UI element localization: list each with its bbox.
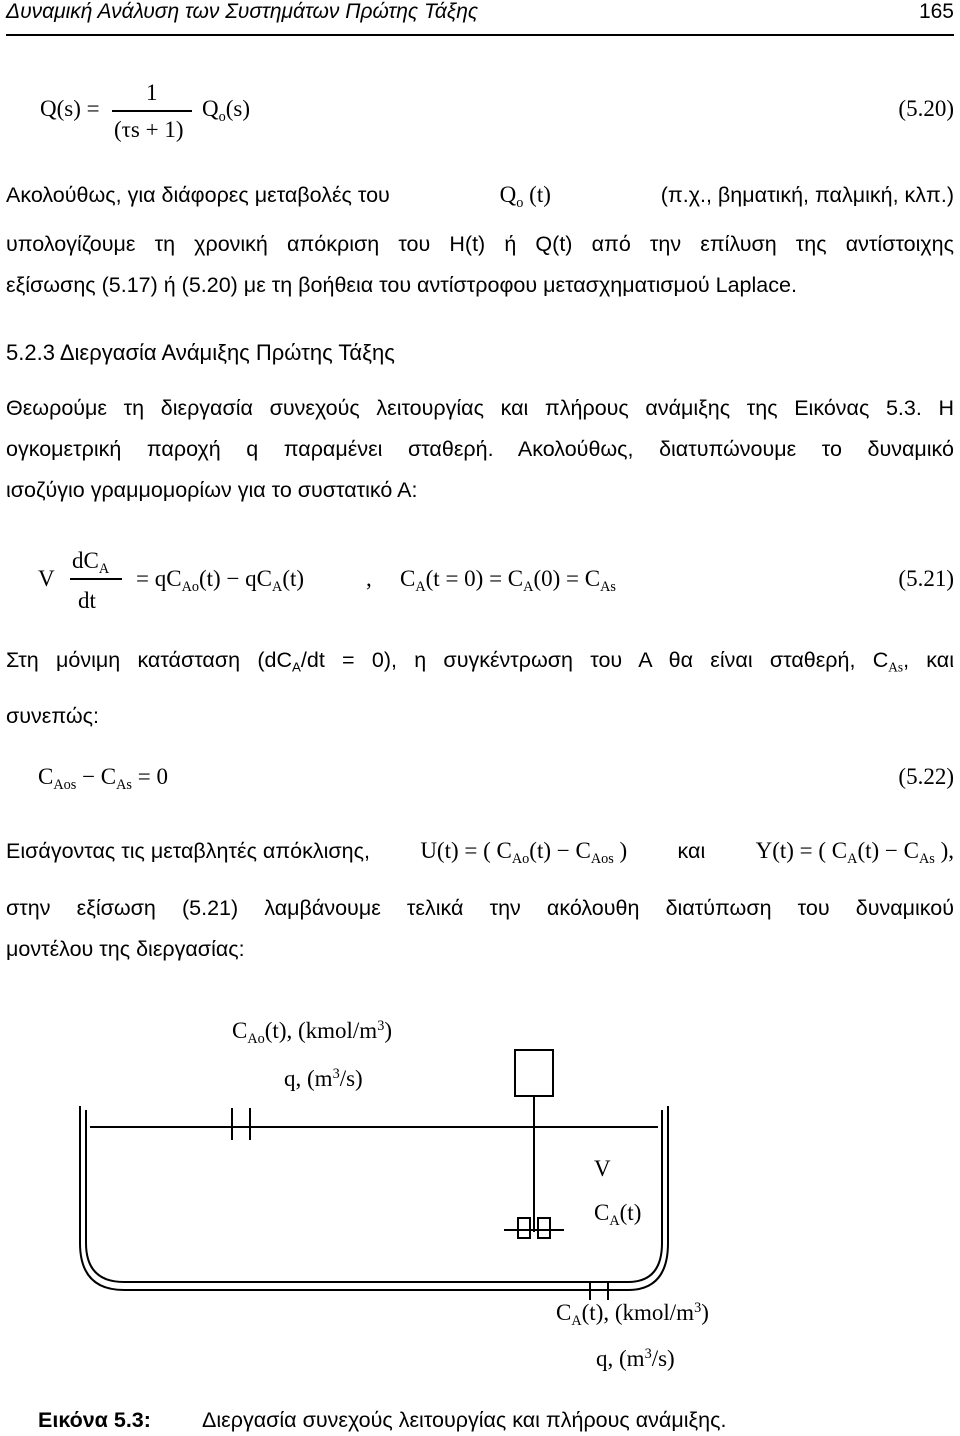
mixer-impeller: [504, 1218, 564, 1238]
figure-caption-label: Εικόνα 5.3:: [38, 1408, 151, 1432]
page-number: 165: [918, 0, 954, 23]
figure-caption-text: Διεργασία συνεχούς λειτουργίας και πλήρους ανάμιξης.: [202, 1408, 727, 1432]
running-header-title: Δυναμική Ανάλυση των Συστημάτων Πρώτης Τάξης: [6, 0, 479, 23]
paragraph-1: Ακολούθως, για διάφορες μεταβολές του $Q_o$ (t) (π.χ., βηματική, παλμική, κλπ.) υπολογίζουμε τη χρονική απόκριση του H(t) ή Q(t) από την επίλυση της αντίστοιχης εξίσωσης (5.17) ή (5.20) με τη βοήθεια του αντίστροφου μετασχηματισμού Laplace.: [6, 182, 954, 297]
paragraph-4: Εισάγοντας τις μεταβλητές απόκλισης, U(t) = ( $C_{Ao}(t) - C_{Aos}$ ) και Y(t) = ( $C_A(t) - C_{As}$ ), στην εξίσωση (5.21) λαμβάνουμε τελικά την ακόλουθη διατύπωση του δυναμικού μοντέλου της διεργασίας:: [6, 838, 954, 961]
tank-concentration-label: $C_A(t)$: [594, 1200, 642, 1229]
outlet-pipe: [590, 1282, 608, 1300]
paragraph-3: Στη μόνιμη κατάσταση $(dC_A/dt = 0)$, η συγκέντρωση του Α θα είναι σταθερή, $C_{As}$, και συνεπώς:: [6, 648, 954, 728]
paragraph-2: Θεωρούμε τη διεργασία συνεχούς λειτουργίας και πλήρους ανάμιξης της Εικόνας 5.3. Η ογκομετρική παροχή q παραμένει σταθερή. Ακολούθως, διατυπώνουμε το δυναμικό ισοζύγιο γραμμομορίων για το συστατικό Α:: [6, 396, 954, 502]
section-heading: 5.2.3 Διεργασία Ανάμιξης Πρώτης Τάξης: [6, 340, 395, 365]
eq-number: (5.21): [898, 566, 954, 591]
tank-wall-outer: [80, 1106, 668, 1290]
outlet-concentration-label: $C_A(t)$, $(kmol/m^3)$: [556, 1300, 709, 1329]
inlet-concentration-label: $C_{Ao}(t)$, $(kmol/m^3)$: [232, 1018, 392, 1047]
inlet-pipe: [232, 1108, 250, 1140]
header-rule: [6, 34, 954, 36]
eq-number: (5.22): [898, 764, 954, 789]
tank-volume-label: V: [594, 1156, 611, 1181]
outlet-flow-label: q, $(m^3/s)$: [596, 1346, 675, 1371]
inlet-flow-label: q, $(m^3/s)$: [284, 1066, 363, 1091]
mixer-motor: [515, 1050, 553, 1096]
tank-wall-inner: [86, 1110, 662, 1282]
eq-number: (5.20): [898, 96, 954, 121]
